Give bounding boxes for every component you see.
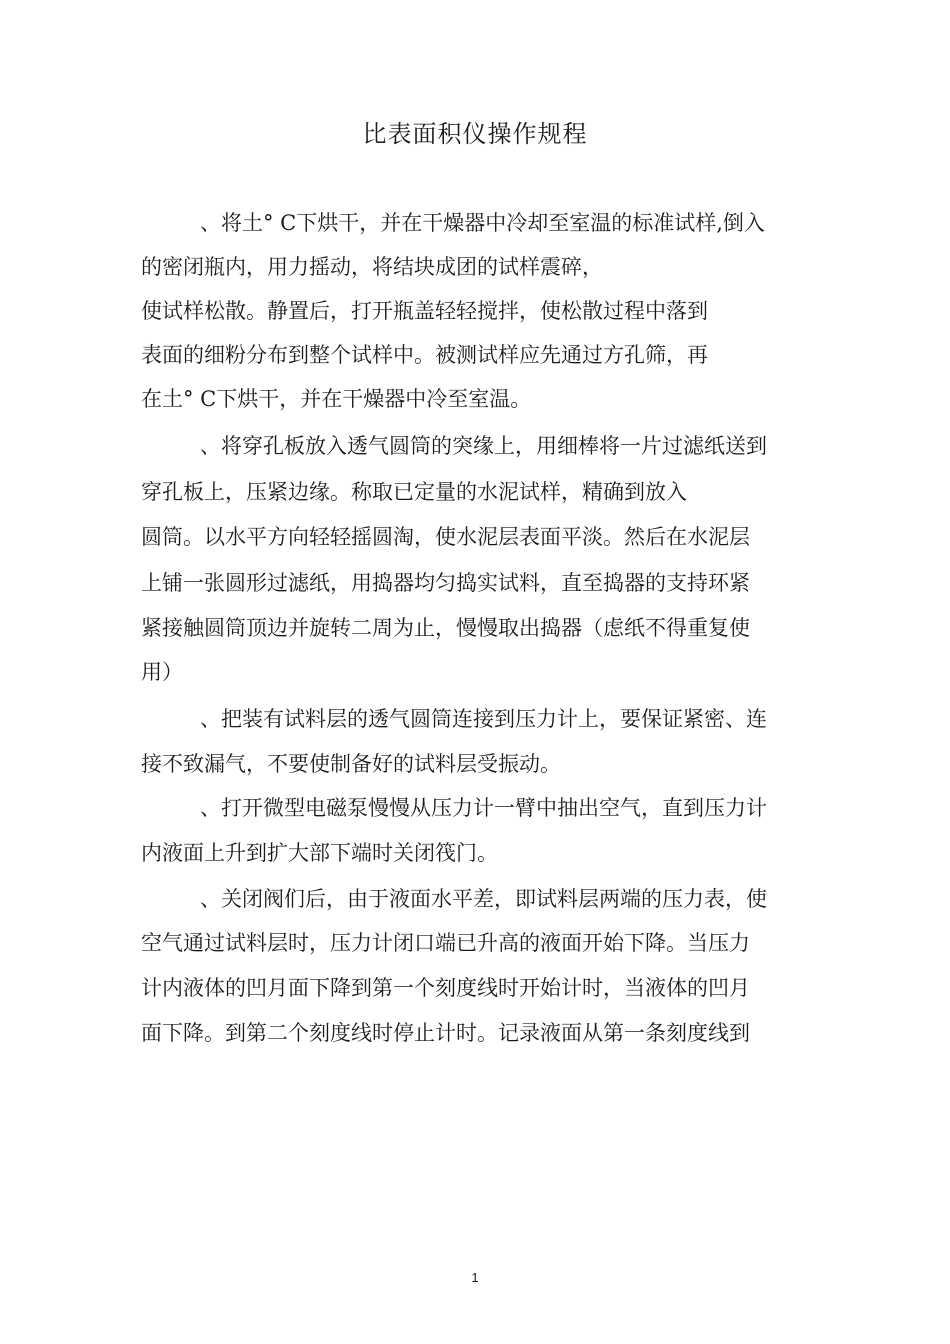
text-line: 面下降。到第二个刻度线时停止计时。记录液面从第一条刻度线到 [141,1021,750,1045]
text-line: 紧接触圆筒顶边并旋转二周为止，慢慢取出捣器（虑纸不得重复使 [141,616,750,640]
text-line: 表面的细粉分布到整个试样中。被测试样应先通过方孔筛，再 [141,343,708,367]
text-line: 、将土° C下烘干，并在干燥器中冷却至室温的标准试样,倒入 [200,211,765,235]
text-line: 的密闭瓶内，用力摇动，将结块成团的试样震碎， [141,255,603,279]
page-title: 比表面积仪操作规程 [362,120,588,148]
text-line: 、将穿孔板放入透气圆筒的突缘上，用细棒将一片过滤纸送到 [200,434,767,458]
text-line: 、把装有试料层的透气圆筒连接到压力计上，要保证紧密、连 [200,707,767,731]
text-line: 穿孔板上，压紧边缘。称取已定量的水泥试样，精确到放入 [141,480,687,504]
text-line: 上铺一张圆形过滤纸，用捣器均匀捣实试料，直至捣器的支持环紧 [141,571,750,595]
text-line: 圆筒。以水平方向轻轻摇圆淘，使水泥层表面平淡。然后在水泥层 [141,525,750,549]
text-line: 、关闭阀们后，由于液面水平差，即试料层两端的压力表，使 [200,887,767,911]
page-number: 1 [471,1270,479,1285]
text-line: 接不致漏气，不要使制备好的试料层受振动。 [141,752,561,776]
text-line: 空气通过试料层时，压力计闭口端已升高的液面开始下降。当压力 [141,931,750,955]
text-line: 内液面上升到扩大部下端时关闭筏门。 [141,841,498,865]
text-line: 、打开微型电磁泵慢慢从压力计一臂中抽出空气，直到压力计 [200,796,767,820]
text-line: 在土° C下烘干，并在干燥器中冷至室温。 [141,387,532,411]
text-line: 用） [141,660,183,684]
text-line: 使试样松散。静置后，打开瓶盖轻轻搅拌，使松散过程中落到 [141,299,708,323]
text-line: 计内液体的凹月面下降到第一个刻度线时开始计时，当液体的凹月 [141,976,750,1000]
